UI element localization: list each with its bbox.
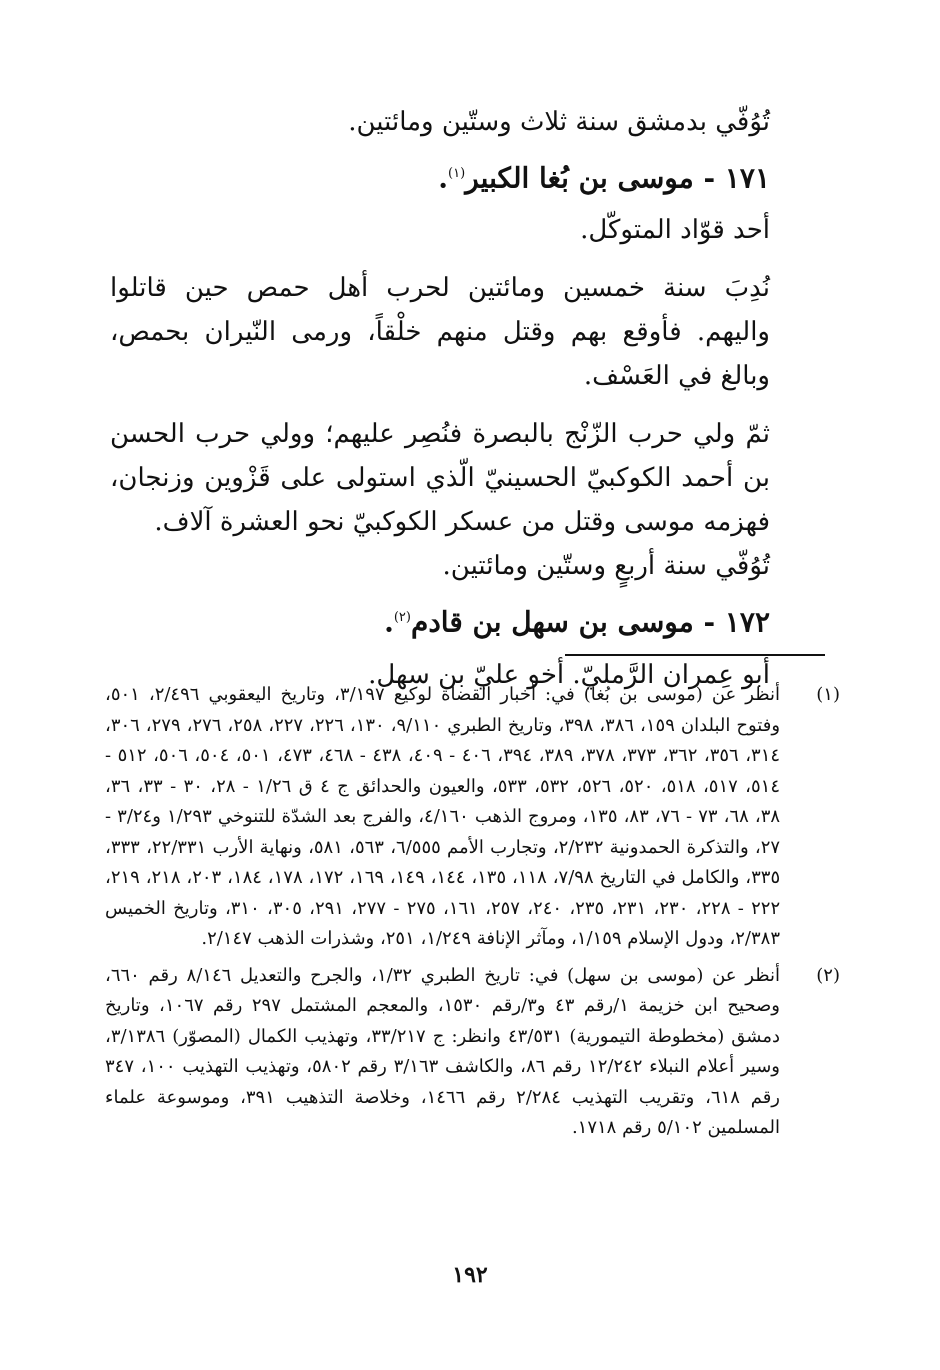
footnotes	[105, 680, 840, 1144]
entry-171-heading	[110, 150, 830, 202]
entry-172-heading	[110, 594, 830, 646]
entry-172-title-end: .	[384, 605, 394, 639]
footnote-number: (٢)	[816, 964, 840, 986]
entry-172-title: ١٧٢ - موسى بن سهل بن قادم	[410, 605, 770, 639]
entry-171-paragraph-4: تُوُفّي سنة أربعٍ وستّين ومائتين.	[442, 551, 770, 582]
entry-171-title-end: .	[438, 161, 449, 195]
footnote-separator	[565, 654, 825, 656]
entry-171-paragraph-2: نُدِبَ سنة خمسين ومائتين لحرب أهل حمص حين قاتلوا واليهم. فأوقع بهم وقتل منهم خلْقاً، ورمى النّيران بحمص، وبالغ في العَسْف.	[110, 273, 770, 392]
footnote-number: (١)	[816, 684, 840, 705]
entry-172-footnote-ref[interactable]: (٢)	[393, 610, 411, 626]
footnote-text: أنظر عن (موسى بن بُغا) في: أخبار القضاة لوكيع ٣/١٩٧، وتاريخ اليعقوبي ٢/٤٩٦، ٥٠١، وفتوح البلدان ١٥٩، ٣٨٦، ٣٩٨، وتاريخ الطبري ٩/١١٠، ١٣٠، ٢٢٦، ٢٢٧، ٢٥٨، ٢٧٦، ٢٧٩، ٣٠٦، ٣١٤، ٣٥٦، ٣٦٢، ٣٧٣، ٣٧٨، ٣٨٩، ٣٩٤، ٤٠٦ - ٤٠٩، ٤٣٨ - ٤٦٨، ٤٧٣، ٥٠١، ٥٠٤، ٥٠٦، ٥١٢ - ٥١٤، ٥١٧، ٥١٨، ٥٢٠، ٥٢٦، ٥٣٢، ٥٣٣، والعيون والحدائق ج ٤ ق ١/٢٦ - ٢٨، ٣٠ - ٣٣، ٣٦، ٣٨، ٦٨، ٧٣ - ٧٦، ٨٣، ١٣٥، ومروج الذهب ٤/١٦٠، والفرج بعد الشدّة للتنوخي ١/٢٩٣ و٣/٢٤ - ٢٧، والتذكرة الحمدونية ٢/٢٣٢، وتجارب الأمم ٦/٥٥٥، ٥٦٣، ٥٨١، ونهاية الأرب ٢٢/٣٣١، ٣٣٣، ٣٣٥، والكامل في التاريخ ٧/٩٨، ١١٨، ١٣٥، ١٤٤، ١٤٩، ١٦٩، ١٧٢، ١٧٨، ١٨٤، ٢٠٣، ٢١٨، ٢١٩، ٢٢٢ - ٢٢٨، ٢٣٠، ٢٣١، ٢٣٥، ٢٤٠، ٢٥٧، ١٦١، ٢٧٥ - ٢٧٧، ٢٩١، ٣٠٥، ٣١٠، وتاريخ الخميس ٢/٣٨٣، ودول الإسلام ١/١٥٩، ومآثر الإنافة ١/٢٤٩، ٢٥١، وشذرات الذهب ٢/١٤٧.	[105, 684, 781, 949]
footnote-text: أنظر عن (موسى بن سهل) في: تاريخ الطبري ١/٣٢، والجرح والتعديل ٨/١٤٦ رقم ٦٦٠، وصحيح ابن خزيمة ١/رقم ٤٣ و٣/رقم ١٥٣٠، والمعجم المشتمل ٢٩٧ رقم ١٠٦٧، وتاريخ دمشق (مخطوطة التيمورية) ٤٣/٥٣١ وانظر: ج ٣٣/٢١٧، وتهذيب الكمال (المصوّر) ٣/١٣٨٦، وسير أعلام النبلاء ١٢/٢٤٢ رقم ٨٦، والكاشف ٣/١٦٣ رقم ٥٨٠٢، وتهذيب التهذيب ١٠٠، ٣٤٧ رقم ٦١٨، وتقريب التهذيب ٢/٢٨٤ رقم ١٤٦٦، وخلاصة التذهيب ٣٩١، وموسوعة علماء المسلمين ٥/١٠٢ رقم ١٧١٨.	[105, 964, 781, 1138]
page-number: ١٩٢	[452, 1262, 488, 1288]
entry-171-paragraph-3: ثمّ ولي حرب الزّنْج بالبصرة فنُصِر عليهم؛ وولي حرب الحسن بن أحمد الكوكبيّ الحسينيّ الّذي استولى على قَزْوين وزنجان، فهزمه موسى وقتل من عسكر الكوكبيّ نحو العشرة آلاف.	[110, 419, 770, 538]
footnote-1	[105, 680, 840, 955]
death-note-line: تُوُفّي بدمشق سنة ثلاث وستّين ومائتين.	[348, 107, 770, 137]
footnote-2	[105, 961, 840, 1144]
main-text	[110, 100, 830, 697]
entry-171-paragraph-1: أحد قوّاد المتوكّل.	[580, 215, 770, 246]
entry-171-title: ١٧١ - موسى بن بُغا الكبير	[465, 161, 770, 195]
entry-171-footnote-ref[interactable]: (١)	[448, 166, 466, 181]
entry-172-paragraph-1: أبو عِمران الرَّمليّ. أخو عليّ بن سهل.	[368, 659, 770, 690]
